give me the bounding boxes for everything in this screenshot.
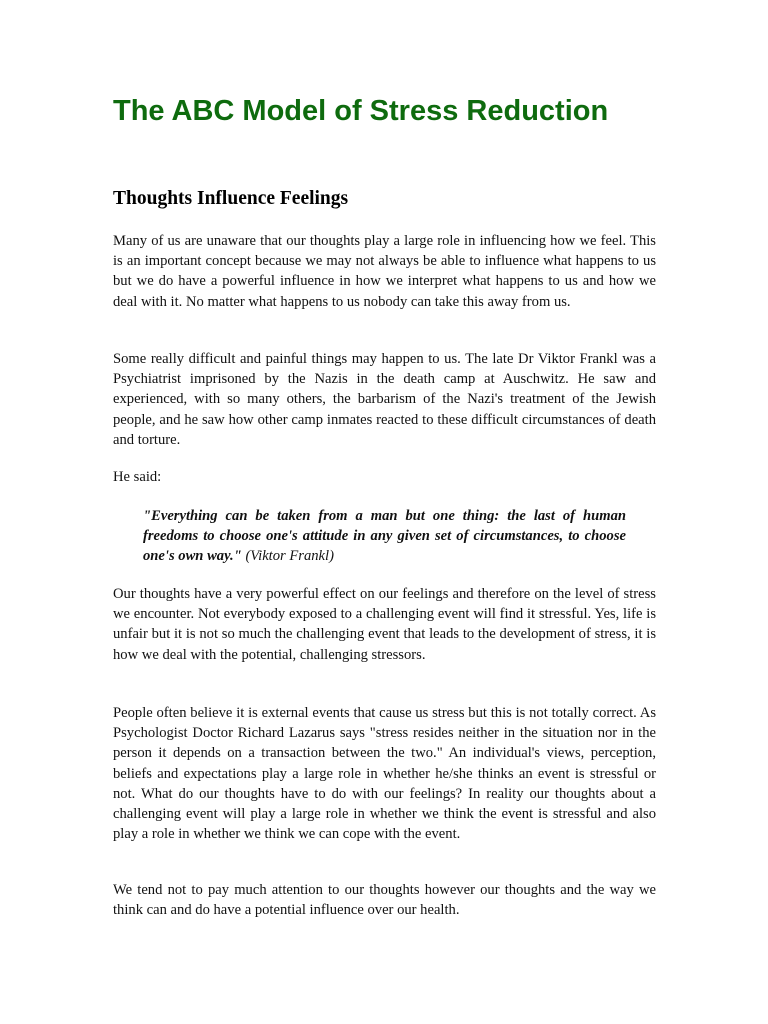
quote-attribution: (Viktor Frankl) [241,548,334,565]
paragraph-frankl: Some really difficult and painful things may happen to us. The late Dr Viktor Frankl was a Psychiatrist imprisoned by the Nazis in the death camp at Auschwitz. He saw and experienced, with so many others, the barbarism of the Nazi's treatment of the Jewish people, and he saw how other camp inmates reacted to these difficult circumstances of death and torture. [113,351,656,448]
quote-text: "Everything can be taken from a man but one thing: the last of human freedoms to choose one's attitude in any given set of circumstances, to choose one's own way." [143,508,626,565]
paragraph-thoughts-effect: Our thoughts have a very powerful effect on our feelings and therefore on the level of stress we encounter. Not everybody exposed to a challenging event will find it stressful. Yes, life is unfair but it is not so much the challenging event that leads to the development of stress, it is how we deal with the potential, challenging stressors. [113,586,656,663]
paragraph-closing: We tend not to pay much attention to our thoughts however our thoughts and the way we think can and do have a potential influence over our health. [113,882,656,919]
block-quote [143,506,626,567]
paragraph-lazarus: People often believe it is external events that cause us stress but this is not totally correct. As Psychologist Doctor Richard Lazarus says "stress resides neither in the situation nor in the person it depends on a transaction between the two." An individual's views, perception, beliefs and expectations play a large role in whether he/she thinks an event is stressful or not. What do our thoughts have to do with our feelings? In reality our thoughts about a challenging event will play a large role in whether we think the event is stressful and also play a role in whether we think we can cope with the event. [113,705,656,843]
section-heading: Thoughts Influence Feelings [113,188,349,209]
document-title: The ABC Model of Stress Reduction [113,95,609,127]
paragraph-intro: Many of us are unaware that our thoughts play a large role in influencing how we feel. This is an important concept because we may not always be able to influence what happens to us but we do have a powerful influence in how we interpret what happens to us and how we deal with it. No matter what happens to us nobody can take this away from us. [113,233,656,310]
paragraph-he-said: He said: [113,469,162,485]
